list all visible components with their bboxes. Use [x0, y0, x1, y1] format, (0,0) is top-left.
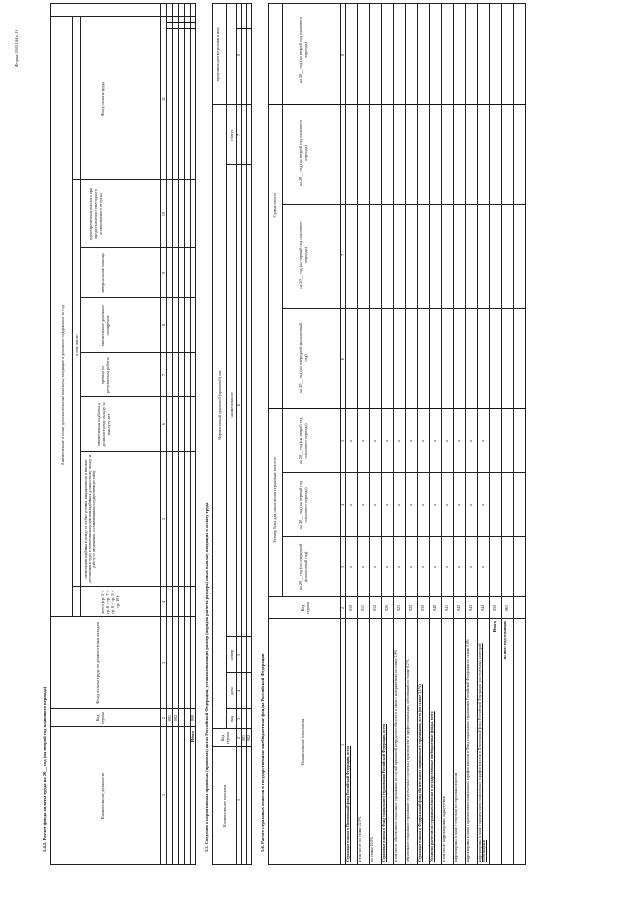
- num-6: 6: [161, 422, 166, 426]
- col-c9: материальная помощь: [100, 253, 105, 293]
- section-title-55: 5.5. Сведения о нормативных правовых (правовых) актах Российской Федерации, устанавливающих размер (порядок расчета размера) иных выплат, входящих в оплату труда: [204, 502, 209, 852]
- s3-row-code: 012: [372, 604, 377, 612]
- s3-x-mark: x: [408, 565, 413, 569]
- s3-x-mark: x: [444, 503, 449, 507]
- s2-col-date: дата: [229, 687, 234, 695]
- s3-x-mark: x: [360, 503, 365, 507]
- col-fot: Фонд оплаты труда: [100, 81, 105, 117]
- s3-num-1: 1: [340, 743, 345, 747]
- s3-row-label: Уплачено расчетов по страховым взносам в государственные внебюджетные фонды, всего: [430, 711, 434, 862]
- s3-x-mark: x: [420, 565, 425, 569]
- col-fund-duties: Фонд оплаты труда по должностным окладам: [95, 622, 100, 704]
- s2-num-2: 2: [236, 736, 241, 740]
- s3-row-label: Страховые взносы в Федеральный фонд обязательного медицинского страхования, всего (по ставке 5,1%): [418, 684, 422, 862]
- s3-x-mark: x: [384, 503, 389, 507]
- s2-col-num: номер: [229, 649, 234, 661]
- s2-col-vid: вид: [229, 715, 234, 723]
- num-2: 2: [161, 716, 166, 720]
- s3-num-7: 7: [340, 253, 345, 257]
- s3-row-line: [501, 3, 502, 865]
- s3-x-mark: x: [372, 439, 377, 443]
- col-c8: ежемесячное денежное поощрение: [100, 304, 110, 347]
- section-title-56: 5.6. Расчет страховых взносов в государственные внебюджетные фонды Российской Федерации: [260, 653, 265, 852]
- s3-row-code: 042: [456, 604, 461, 612]
- s3-row-code: 011: [360, 604, 365, 612]
- num-5: 5: [161, 517, 166, 521]
- num-7: 7: [161, 373, 166, 377]
- s3-sum-cur: на 20__ год (на очередной финансовый год): [298, 323, 308, 393]
- s3-x-mark: x: [396, 439, 401, 443]
- section-title-542: 5.4.2. Расчет фонда оплаты труда на 20__ год (на второй год планового периода): [42, 686, 47, 852]
- s3-sum-first: на 20__ год (на первый год планового периода): [298, 221, 308, 289]
- s3-row-code: 041: [444, 604, 449, 612]
- s2-num-7: 7: [236, 133, 241, 137]
- s3-row-label: в том числе: обязательное социальное страхование на случай временной нетрудоспособности и в связи с материнством по ставке 2,9%: [394, 649, 398, 862]
- num-9: 9: [161, 271, 166, 275]
- s3-sum-second: на 20__ год (на второй год планового периода): [298, 119, 308, 187]
- s3-x-mark: x: [384, 439, 389, 443]
- s3-x-mark: x: [444, 565, 449, 569]
- s3-x-mark: x: [456, 503, 461, 507]
- s2-num-4: 4: [236, 689, 241, 693]
- s3-x-mark: x: [372, 503, 377, 507]
- s3-num-4: 4: [340, 503, 345, 507]
- s3-x-mark: x: [480, 565, 485, 569]
- s3-itogo-code: 050: [492, 604, 497, 612]
- s3-x-mark: x: [432, 503, 437, 507]
- s2-num-1: 1: [236, 798, 241, 802]
- s3-x-mark: x: [468, 503, 473, 507]
- col-extra-group: Ежемесячные и иные дополнительные выплаты, входящие в денежное содержание за год: [60, 305, 65, 465]
- s3-row-label: корректировка в связи с отпуском по страховым взносам: [454, 772, 458, 862]
- s3-x-mark: x: [396, 503, 401, 507]
- s2-col-code: Код строки: [220, 731, 230, 745]
- num-10: 10: [161, 211, 166, 217]
- col-c10: единовременная выплата при предоставлении ежегодного оплачиваемого отпуска: [88, 187, 103, 241]
- s3-col-code: Код строки: [300, 601, 310, 615]
- s3-row-label: в том числе: корректировки, оцрнутуемые: [442, 795, 446, 862]
- s3-x-mark: x: [444, 439, 449, 443]
- s3-col-base-group: Размер базы для начисления страховых взносов: [272, 457, 277, 543]
- s3-row-code: 030: [420, 604, 425, 612]
- s3-iznih-label: из них: подлежащих: [502, 621, 507, 660]
- s3-x-mark: x: [456, 439, 461, 443]
- s2-col-name: Наименование выплаты: [222, 784, 227, 828]
- form-code: Форма 0505144 с.11: [14, 29, 19, 67]
- num-3: 3: [161, 661, 166, 665]
- s3-sum-extra: на 20__ год (на второй год планового периода): [298, 16, 308, 84]
- col-incl: в том числе:: [74, 334, 79, 356]
- s3-row-label: по ставке 10,0%: [370, 836, 374, 862]
- s2-col-predel: предельная дата вступления в силу: [216, 27, 220, 81]
- s3-row-code: 010: [348, 604, 353, 612]
- s3-row-code: 020: [384, 604, 389, 612]
- s3-row-line: [489, 3, 490, 865]
- col-c7: премии по результатам работы: [100, 357, 110, 393]
- s2-row-002: 002: [246, 734, 251, 742]
- col-c6: ежемесячная надбавка к должностному окладу за выслугу лет: [96, 402, 111, 447]
- s3-row-label: обязательное социальное страхование от несчастных случаев на производстве и профессиональных заболеваний по ставке 0,2 %: [406, 659, 410, 862]
- s3-num-2: 2: [340, 606, 345, 610]
- s3-x-mark: x: [384, 565, 389, 569]
- s3-x-mark: x: [348, 565, 353, 569]
- s3-x-mark: x: [348, 503, 353, 507]
- s3-row-label: корректировка в связи с применением пониженных тарифов взносов в Фонд социального страхования Российской Федерации по ставке 0,0%: [466, 639, 470, 862]
- itogo-code: 900: [190, 714, 195, 722]
- s3-num-3: 3: [340, 565, 345, 569]
- s3-x-mark: x: [360, 439, 365, 443]
- s3-base-cur: на 20__ год (на очередной финансовый год): [298, 543, 308, 591]
- s2-row-001: 001: [241, 734, 246, 742]
- s3-x-mark: x: [432, 565, 437, 569]
- num-1: 1: [161, 793, 166, 797]
- s3-row-label: Страховые взносы в Фонд социального страхования Российской Федерации, всего: [382, 723, 386, 862]
- s3-x-mark: x: [360, 565, 365, 569]
- s3-row-code: 043: [468, 604, 473, 612]
- col-total: всего (гр. 5 + гр. 6 + гр. 7 + гр. 8 + гр. 9 + гр. 10): [100, 590, 120, 614]
- s3-row-label: в том числе: по ставке 22,0%: [358, 816, 362, 862]
- num-4: 4: [161, 600, 166, 604]
- s3-row-code: 040: [432, 604, 437, 612]
- s2-num-8: 8: [236, 53, 241, 57]
- s2-col-naim: наименование: [229, 392, 234, 418]
- s3-base-second: на 20__ год (на второй год планового периода): [298, 417, 308, 465]
- s2-col-act-group: Нормативный правовой (правовой) акт: [217, 370, 222, 440]
- s3-x-mark: x: [456, 565, 461, 569]
- s3-x-mark: x: [468, 565, 473, 569]
- itogo-label: Итого: [190, 731, 195, 743]
- s3-iznih-code: 061: [504, 604, 509, 612]
- s3-row-line: [513, 3, 514, 865]
- s2-num-3: 3: [236, 717, 241, 721]
- s3-row-code: 044: [480, 604, 485, 612]
- s3-x-mark: x: [468, 439, 473, 443]
- s2-num-5: 5: [236, 653, 241, 657]
- s3-row-label: Страховые взносы в Пенсионный фонд Российской Федерации, всего: [346, 745, 350, 862]
- s3-x-mark: x: [372, 565, 377, 569]
- s3-itogo-label: Итого: [492, 621, 497, 633]
- num-8: 8: [161, 323, 166, 327]
- s3-x-mark: x: [480, 439, 485, 443]
- s3-x-mark: x: [408, 439, 413, 443]
- s3-row-label: корректировка в связи с применением пониженных тарифов взносов в Пенсионный фонд Российской Федерации для отдельных категорий плательщиков: [478, 643, 487, 862]
- s3-x-mark: x: [348, 439, 353, 443]
- s3-x-mark: x: [432, 439, 437, 443]
- s3-col-name: Наименование показателя: [300, 718, 305, 766]
- s3-x-mark: x: [480, 503, 485, 507]
- s2-num-6: 6: [236, 403, 241, 407]
- num-11: 11: [161, 96, 166, 102]
- s3-x-mark: x: [408, 503, 413, 507]
- col-c5: ежемесячная надбавка к окладу за особые условия, напряженность и высокие достижения в труде и ежемесячная процентная надбавка к должностному окладу за работу со сведениями, составляющими государственную тайну: [84, 454, 97, 584]
- s3-x-mark: x: [420, 503, 425, 507]
- s3-num-5: 5: [340, 439, 345, 443]
- row-code-002: 002: [173, 714, 178, 722]
- s3-num-6: 6: [340, 357, 345, 361]
- s3-col-sum-group: Сумма взноса: [272, 192, 277, 218]
- s3-x-mark: x: [396, 565, 401, 569]
- s3-row-code: 022: [408, 604, 413, 612]
- row-code-001: 001: [167, 714, 172, 722]
- s3-row-code: 021: [396, 604, 401, 612]
- s3-x-mark: x: [420, 439, 425, 443]
- col-code: Код строки: [95, 711, 105, 725]
- s3-num-8: 8: [340, 53, 345, 57]
- s3-base-first: на 20__ год (на первый год планового периода): [298, 481, 308, 529]
- col-position: Наименование должности: [100, 772, 105, 820]
- s2-col-status: статус: [229, 129, 234, 141]
